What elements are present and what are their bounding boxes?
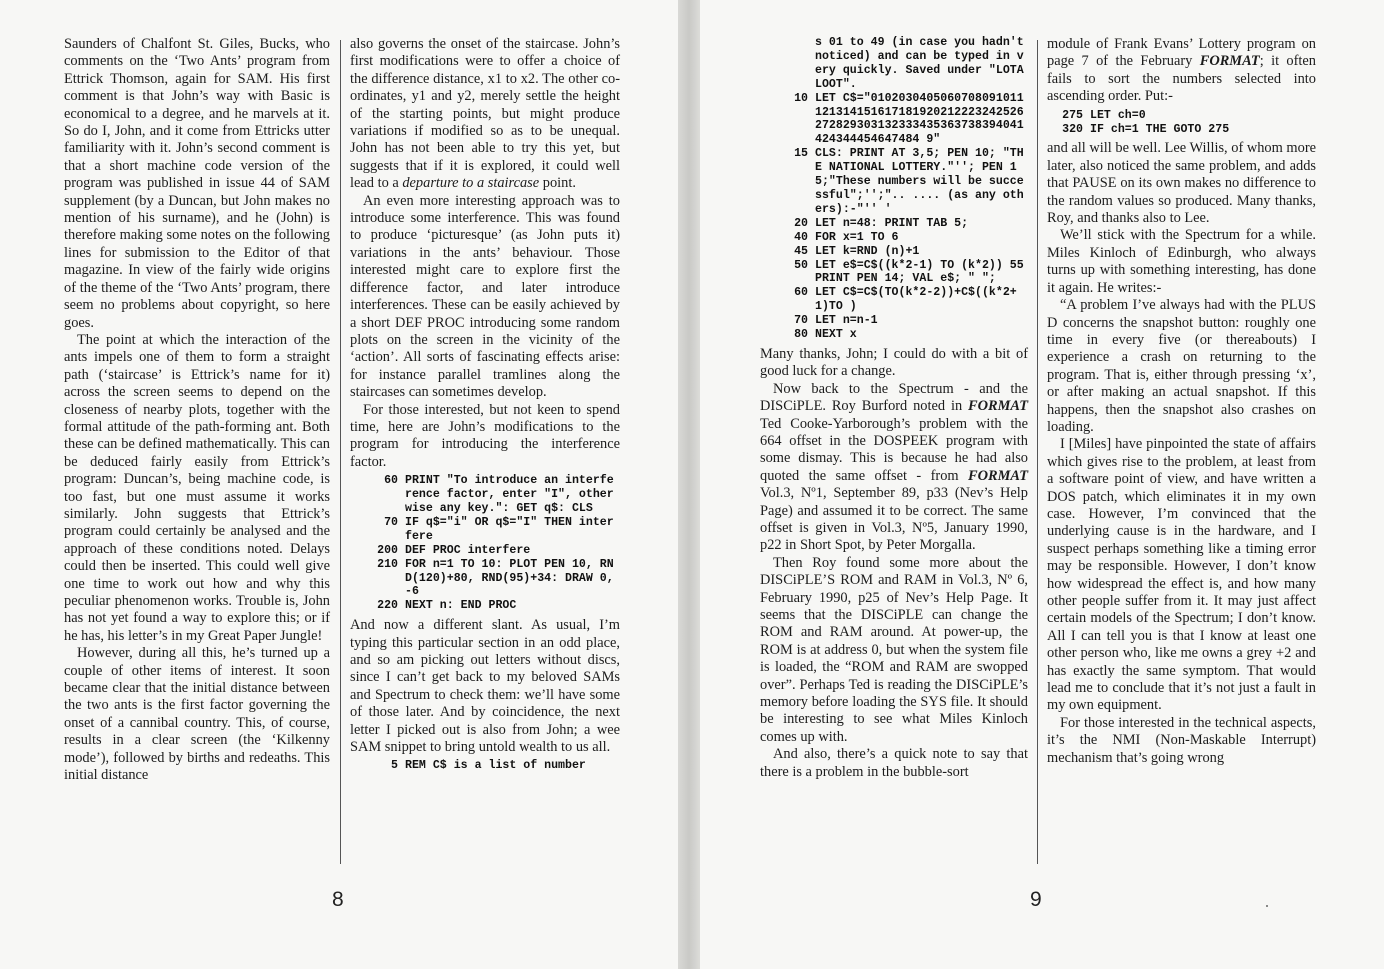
code-listing — [350, 474, 620, 613]
line-number: 275 — [1062, 108, 1083, 122]
paragraph: We’ll stick with the Spectrum for a while. Miles Kinloch of Edinburgh, who always turns up with something interesting, has done it again. He writes:- — [1047, 227, 1316, 296]
line-number: 40 — [794, 230, 808, 244]
code-line — [760, 328, 1028, 342]
column-1 — [64, 36, 330, 784]
code-text: FOR x=1 TO 6 — [815, 230, 899, 244]
paragraph: An even more interesting approach was to introduce some interference. This was found to produce ‘picturesque’ (as John puts it) variations in the ants’ behaviour. Those interested might care to explore first the difference factor, and later introduce interferences. These can be easily achieved by a short DEF PROC introducing some random plots on the screen in the vicinity of the ‘action’. All sorts of fascinating effects arise: for instance parallel tramlines along the staircases can sometimes develop. — [350, 192, 620, 401]
code-listing — [350, 759, 620, 773]
code-line — [350, 516, 620, 544]
paragraph: Now back to the Spectrum - and the DISCiPLE. Roy Burford noted in FORMAT Ted Cooke-Yarborough’s problem with the 664 offset in the DOSPEEK program with some dismay. This is because he had also quoted the same offset - from FORMAT Vol.3, Nº1, September 89, p33 (Nev’s Help Page) and assumed it to be correct. The same offset is given in Vol.3, Nº5, January 1990, p22 in Short Spot, by Peter Morgalla. — [760, 380, 1028, 554]
code-line — [760, 286, 1028, 314]
code-line — [350, 558, 620, 600]
code-text: LET e$=C$((k*2-1) TO (k*2)) 55 PRINT PEN 14; VAL e$; " "; — [815, 258, 1031, 286]
column-divider-right — [1037, 40, 1038, 864]
paragraph: Saunders of Chalfont St. Giles, Bucks, who comments on the ‘Two Ants’ program from Ettrick Thomson, again for SAM. His first comment is that John’s way with Basic is economical to a degree, and he marvels at it. So do I, John, and it come from Ettricks utter familiarity with it. John’s second comment is that a short machine code version of the program was published in issue 44 of SAM supplement (by a Duncan, but John makes no mention of his surname), and he (John) is therefore making some notes on the following lines for submission to the Editor of that magazine. In view of the fairly wide origins of the theme of the ‘Two Ants’ program, there seem no problems about copyright, so here goes. — [64, 36, 330, 331]
code-text: LET ch=0 — [1090, 108, 1146, 122]
code-line — [760, 36, 1031, 92]
code-text: FOR n=1 TO 10: PLOT PEN 10, RND(120)+80, RND(95)+34: DRAW 0,-6 — [405, 557, 614, 599]
paragraph: I [Miles] have pinpointed the state of affairs which gives rise to the problem, at least from a software point of view, and have written a DOS patch, which eliminates it in my own case. However, I’m convinced that the underlying cause is in the hardware, and I suspect perhaps something like a timing error may be responsible. However, I don’t know how widespread the effect is, and how many other people suffer from it. It may just affect certain models of the Spectrum; I don’t know. All I can tell you is that I know at least one other person who, like me owns a grey +2 and has exactly the same symptom. That would lead me to conclude that it’s not just a fault in my own equipment. — [1047, 436, 1316, 714]
code-line — [760, 258, 1031, 287]
paragraph: Many thanks, John; I could do with a bit of good luck for a change. — [760, 345, 1028, 380]
code-line — [760, 217, 1028, 231]
line-number: 70 — [794, 314, 808, 328]
code-line — [760, 245, 1028, 259]
paragraph: and all will be well. Lee Willis, of whom more later, also noticed the same problem, and adds that PAUSE on its own makes no difference to the random values so produced. Many thanks, Roy, and thanks also to Lee. — [1047, 140, 1316, 227]
code-text: LET C$=C$(TO(k*2-2))+C$((k*2+1)TO ) — [815, 286, 1017, 314]
line-number: 10 — [794, 91, 808, 105]
code-line — [1047, 123, 1316, 137]
code-line — [1047, 109, 1316, 123]
paragraph: However, during all this, he’s turned up a couple of other items of interest. It soon became clear that the initial distance between the two ants is the first factor governing the onset of a cannibal country. This, of course, results in a clear screen (the ‘Kilkenny mode’), followed by births and redeaths. This initial distance — [64, 645, 330, 784]
column-4 — [1047, 36, 1316, 767]
line-number: 220 — [377, 599, 398, 613]
line-number: 200 — [377, 543, 398, 557]
line-number: 80 — [794, 328, 808, 342]
format-magazine-title: FORMAT — [1199, 53, 1260, 70]
column-2 — [350, 36, 620, 777]
code-text: CLS: PRINT AT 3,5; PEN 10; "THE NATIONAL LOTTERY."''; PEN 15;"These numbers will be successful";'';".. .... (as any others):-"'' ' — [815, 147, 1024, 216]
code-text: LET k=RND (n)+1 — [815, 244, 920, 258]
line-number: 50 — [794, 258, 808, 272]
code-line — [760, 314, 1028, 328]
page-number-left: 8 — [332, 888, 344, 911]
line-number: 45 — [794, 244, 808, 258]
column-divider-left — [340, 40, 341, 864]
paragraph: “A problem I’ve always had with the PLUS D concerns the snapshot button: roughly one time in every five (or thereabouts) I experience a crash on returning to the program. That is, either through pressing ‘x’, or after making an actual snapshot. If this happens, then the snapshot also crashes on loading. — [1047, 297, 1316, 435]
column-3 — [760, 36, 1031, 781]
page-number-right: 9 — [1030, 888, 1042, 911]
line-number: 70 — [384, 515, 398, 529]
book-gutter — [678, 0, 700, 969]
code-line — [760, 147, 1028, 217]
code-listing — [1047, 109, 1316, 137]
line-number: 20 — [794, 216, 808, 230]
line-number: 5 — [391, 759, 398, 773]
code-text: DEF PROC interfere — [405, 543, 531, 557]
code-text: IF q$="i" OR q$="I" THEN interfere — [405, 515, 614, 543]
paragraph: module of Frank Evans’ Lottery program on page 7 of the February FORMAT; it often fails to sort the numbers selected into ascending order. Put:- — [1047, 36, 1316, 105]
line-number: 320 — [1062, 122, 1083, 136]
paragraph: The point at which the interaction of the ants impels one of them to form a straight path (‘staircase’ is Ettrick’s name for it) across the screen seems to depend on the closeness of nearby plots, together with the formal attitude of the path-forming ant. Both these can be defined mathematically. This can be deduced fairly easily from Ettrick’s program: Duncan’s, being machine code, is too fast, but one must assume it works similarly. John suggests that Ettrick’s program could certainly be analysed and the approach of these conditions noted. Delays could then be inserted. This could well give one time to work out how and why this peculiar phenomenon works. Trouble is, John has not yet found a way to explore this; or if he has, his letter’s in my Great Paper Jungle! — [64, 331, 330, 644]
paragraph: For those interested, but not keen to spend time, here are John’s modifications to the program for introducing the interference factor. — [350, 401, 620, 470]
line-number: 60 — [384, 474, 398, 488]
code-text: LET n=48: PRINT TAB 5; — [815, 216, 969, 230]
code-line — [760, 92, 1028, 148]
code-listing — [760, 36, 1031, 342]
code-text: REM C$ is a list of number — [405, 759, 586, 773]
paper-speck — [1266, 905, 1268, 907]
line-number: 60 — [794, 286, 808, 300]
code-text: LET C$="0102030405060708091011121314151617181920212223242526272829303132333435363738394041424344454647484 9" — [815, 91, 1024, 147]
line-number: 210 — [377, 557, 398, 571]
paragraph: And also, there’s a quick note to say that there is a problem in the bubble-sort — [760, 746, 1028, 780]
code-line — [760, 231, 1028, 245]
code-line — [350, 759, 620, 773]
paragraph: Then Roy found some more about the DISCiPLE’S ROM and RAM in Vol.3, Nº 6, February 1990, p25 of Nev’s Help Page. It seems that the DISCiPLE can change the ROM and RAM around. At power-up, the ROM is at address 0, but when the system file is loaded, the “ROM and RAM are swopped over”. Perhaps Ted is reading the DISCiPLE’s memory before loading the SYS file. It should be interesting to see what Miles Kinloch comes up with. — [760, 554, 1028, 745]
paragraph: also governs the onset of the staircase. John’s first modifications were to offer a choice of the difference distance, x1 to x2. The other co-ordinates, y1 and y2, merely settle the height of the starting points, but might produce variations if modified so as to be unequal. John has not been able to try this yet, but suggests that if it is explored, it could well lead to a departure to a staircase point. — [350, 36, 620, 192]
code-line — [350, 544, 620, 558]
code-text: s 01 to 49 (in case you hadn't noticed) and can be typed in very quickly. Saved under "LOTALOOT". — [815, 36, 1031, 91]
code-text: NEXT x — [815, 328, 857, 342]
emphasis: departure to a staircase — [402, 175, 540, 192]
paragraph: For those interested in the technical aspects, it’s the NMI (Non-Maskable Interrupt) mechanism that’s going wrong — [1047, 714, 1316, 766]
code-text: PRINT "To introduce an interference factor, enter "I", otherwise any key.": GET q$: CLS — [405, 474, 614, 515]
format-magazine-title: FORMAT — [968, 398, 1028, 415]
line-number — [760, 36, 815, 92]
paragraph: And now a different slant. As usual, I’m typing this particular section in an odd place, and so am picking out letters without discs, since I can’t get back to my beloved SAMs and Spectrum to check them: we’ll have some of those later. And by coincidence, the next letter I picked out is also from John; a wee SAM snippet to bring untold wealth to us all. — [350, 617, 620, 756]
code-text: IF ch=1 THE GOTO 275 — [1090, 122, 1230, 136]
format-magazine-title: FORMAT — [968, 467, 1028, 484]
code-line — [350, 599, 620, 613]
code-text: LET n=n-1 — [815, 314, 878, 328]
line-number: 15 — [794, 147, 808, 161]
code-text: NEXT n: END PROC — [405, 599, 517, 613]
code-line — [350, 474, 620, 516]
